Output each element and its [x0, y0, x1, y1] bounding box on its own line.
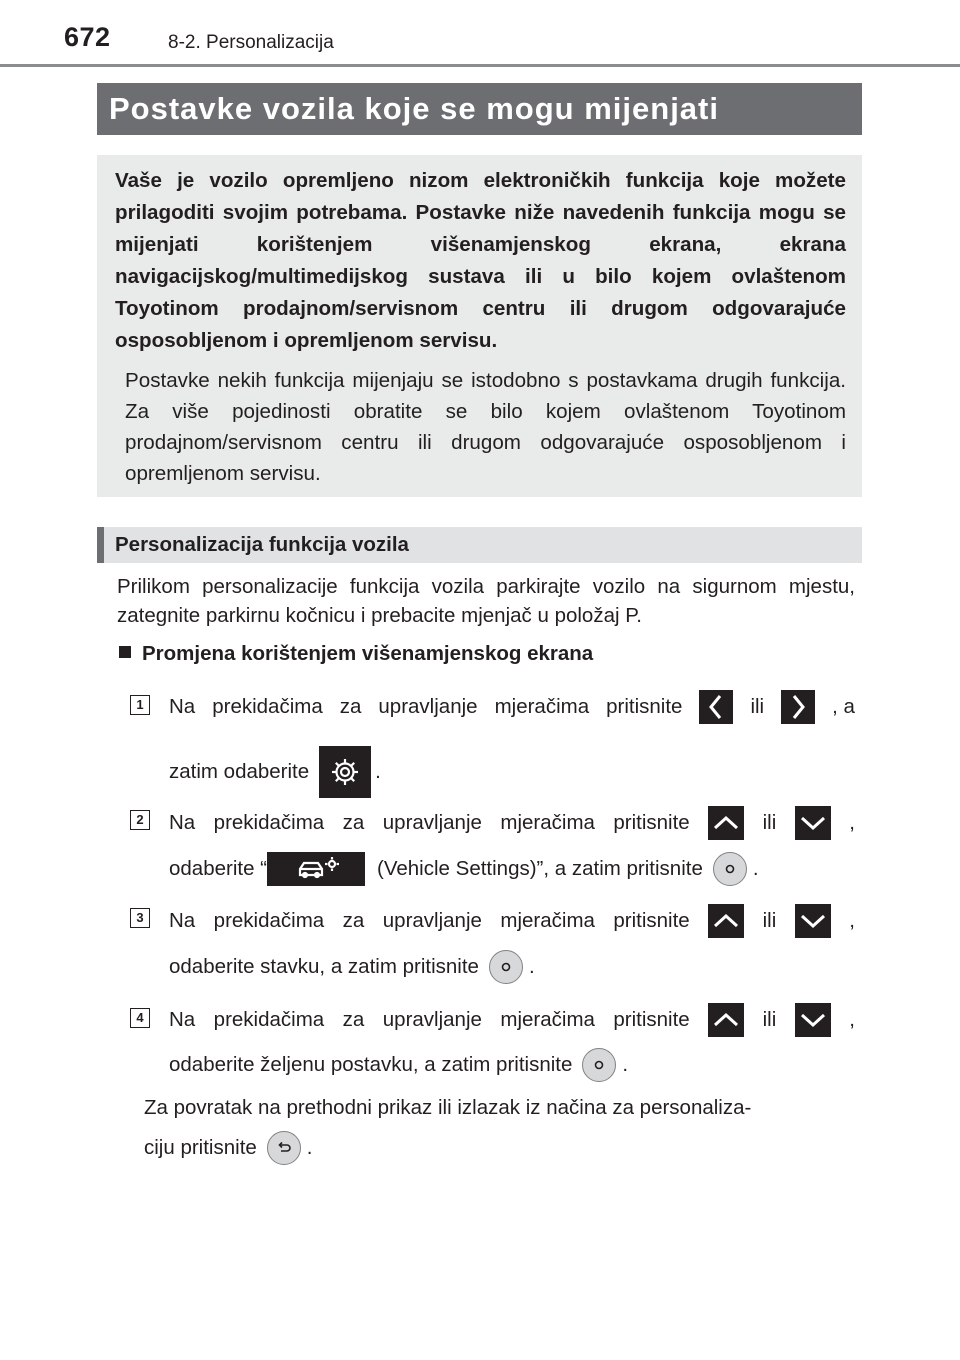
ok-button-icon — [713, 852, 747, 886]
return-note-end: . — [306, 1136, 313, 1159]
chevron-up-icon — [708, 1003, 744, 1037]
step-number-3: 3 — [130, 908, 150, 928]
word: , — [849, 909, 855, 932]
step-2-end: . — [752, 857, 759, 880]
step-number-1: 1 — [130, 695, 150, 715]
bullet-square-icon — [119, 646, 131, 658]
step-number-4: 4 — [130, 1008, 150, 1028]
word: upravljanje — [382, 1008, 482, 1031]
chevron-left-icon — [699, 690, 733, 724]
step-4-text: odaberite željenu postavku, a zatim pritisnite — [169, 1053, 573, 1076]
bullet-heading-text: Promjena korištenjem višenamjenskog ekrana — [142, 642, 594, 665]
step-3-end: . — [528, 955, 535, 978]
chevron-down-icon — [795, 806, 831, 840]
word: za — [339, 695, 362, 718]
word: prekidačima — [213, 811, 325, 834]
page-title: Postavke vozila koje se mogu mijenjati — [97, 83, 862, 135]
word: prekidačima — [213, 909, 325, 932]
word: pritisnite — [613, 811, 690, 834]
section-label: 8-2. Personalizacija — [168, 32, 334, 53]
step-1-line-a — [169, 690, 855, 724]
chevron-up-icon — [708, 806, 744, 840]
word: ili — [762, 811, 777, 834]
step-2-line-a — [169, 806, 855, 840]
ok-button-icon — [489, 950, 523, 984]
word: Na — [169, 695, 196, 718]
page-number: 672 — [64, 22, 111, 52]
step-number-2: 2 — [130, 810, 150, 830]
step-1-text: zatim odaberite — [169, 760, 310, 783]
ok-button-icon — [582, 1048, 616, 1082]
word: mjeračima — [500, 811, 595, 834]
word: mjeračima — [500, 909, 595, 932]
word: upravljanje — [378, 695, 478, 718]
word: prekidačima — [213, 1008, 325, 1031]
word: , a — [832, 695, 855, 718]
step-1-end: . — [375, 760, 381, 783]
subsection-paragraph: Prilikom personalizacije funkcija vozila parkirajte vozilo na sigurnom mjestu, zategnite parkirnu kočnicu i prebacite mjenjač u položaj P. — [117, 575, 855, 627]
word: pritisnite — [606, 695, 683, 718]
word: upravljanje — [382, 811, 482, 834]
gear-icon — [319, 746, 371, 798]
header-rule — [0, 64, 960, 67]
bullet-heading — [119, 642, 593, 666]
subsection-title: Personalizacija funkcija vozila — [97, 527, 862, 563]
step-3-line-b — [169, 950, 855, 984]
word: ili — [750, 695, 765, 718]
word: prekidačima — [212, 695, 323, 718]
step-3-text: odaberite stavku, a zatim pritisnite — [169, 955, 479, 978]
step-2-pre: odaberite “ — [169, 857, 268, 880]
chevron-up-icon — [708, 904, 744, 938]
word: Na — [169, 811, 196, 834]
step-2-mid: (Vehicle Settings)”, a zatim pritisnite — [377, 857, 703, 880]
step-4-line-a — [169, 1003, 855, 1037]
word: Na — [169, 909, 196, 932]
intro-note-text: Postavke nekih funkcija mijenjaju se istodobno s postavkama drugih funkcija. Za više pojedinosti obratite se bilo kojem ovlaštenom Toyotinom prodajnom/servisnom centru ili drugom odgovarajuće osposobljenom i opremljenom servisu. — [125, 369, 846, 485]
word: , — [849, 1008, 855, 1031]
return-note-text: Za povratak na prethodni prikaz ili izlazak iz načina za personaliza- — [144, 1096, 752, 1119]
word: mjeračima — [500, 1008, 595, 1031]
step-4-line-b — [169, 1048, 855, 1082]
word: za — [342, 1008, 365, 1031]
step-4-end: . — [622, 1053, 629, 1076]
word: , — [849, 811, 855, 834]
return-note-text-2: ciju pritisnite — [144, 1136, 257, 1159]
intro-box — [97, 155, 862, 497]
step-3-line-a — [169, 904, 855, 938]
word: mjeračima — [494, 695, 590, 718]
word: za — [342, 909, 365, 932]
word: za — [342, 811, 365, 834]
word: ili — [762, 1008, 777, 1031]
chevron-down-icon — [795, 1003, 831, 1037]
step-1-line-b — [169, 746, 855, 798]
word: pritisnite — [613, 1008, 690, 1031]
return-note-line-1 — [144, 1093, 855, 1123]
vehicle-settings-icon — [267, 852, 365, 886]
chevron-right-icon — [781, 690, 815, 724]
word: pritisnite — [613, 909, 690, 932]
word: upravljanje — [382, 909, 482, 932]
word: Na — [169, 1008, 196, 1031]
intro-bold-text: Vaše je vozilo opremljeno nizom elektroničkih funkcija koje možete prilagoditi svojim potrebama. Postavke niže navedenih funkcija mogu se mijenjati korištenjem višenamjenskog ekrana, ekrana navigacijskog/multimedijskog sustava ili u bilo kojem ovlaštenom Toyotinom prodajnom/servisnom centru ili drugom odgovarajuće osposobljenom i opremljenom servisu. — [115, 169, 846, 352]
chevron-down-icon — [795, 904, 831, 938]
back-icon — [267, 1131, 301, 1165]
step-2-line-b — [169, 852, 855, 886]
word: ili — [762, 909, 777, 932]
return-note-line-2 — [144, 1131, 855, 1165]
